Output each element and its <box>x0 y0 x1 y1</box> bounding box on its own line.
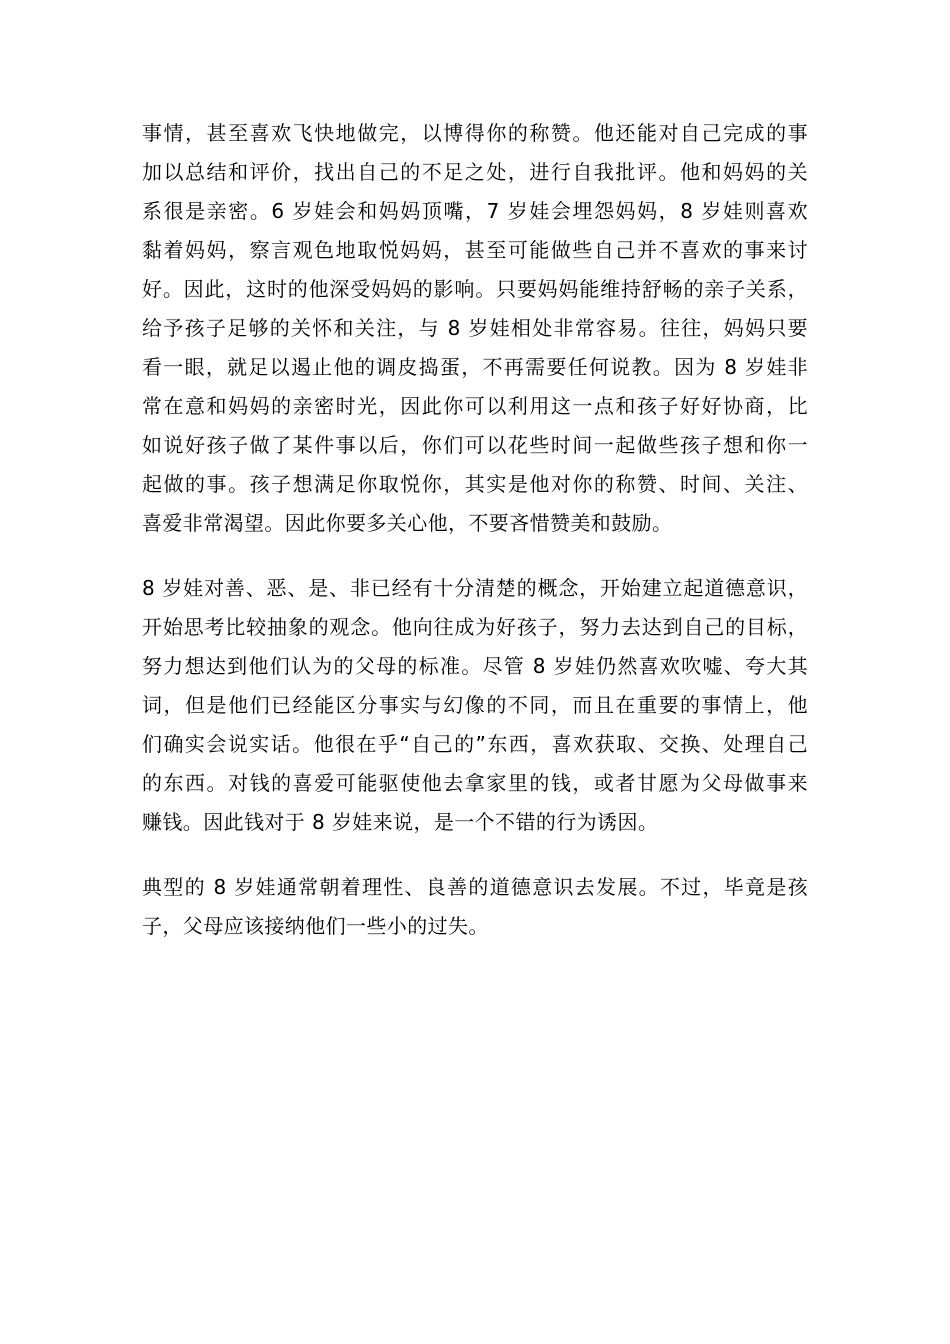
text-line: 事情，甚至喜欢飞快地做完，以博得你的称赞。他还能对自己完成的事 <box>142 121 808 145</box>
paragraph-3 <box>142 868 808 946</box>
text-line: 如说好孩子做了某件事以后，你们可以花些时间一起做些孩子想和你一 <box>142 433 808 457</box>
text-line: 加以总结和评价，找出自己的不足之处，进行自我批评。他和妈妈的关 <box>142 160 808 184</box>
document-body <box>142 114 808 972</box>
paragraph-2 <box>142 569 808 842</box>
text-line: 给予孩子足够的关怀和关注，与 8 岁娃相处非常容易。往往，妈妈只要 <box>142 316 808 340</box>
text-line: 开始思考比较抽象的观念。他向往成为好孩子，努力去达到自己的目标， <box>142 615 808 639</box>
text-line: 8 岁娃对善、恶、是、非已经有十分清楚的概念，开始建立起道德意识， <box>142 576 808 600</box>
text-line: 努力想达到他们认为的父母的标准。尽管 8 岁娃仍然喜欢吹嘘、夸大其 <box>142 654 808 678</box>
text-line: 系很是亲密。6 岁娃会和妈妈顶嘴，7 岁娃会埋怨妈妈，8 岁娃则喜欢 <box>142 199 808 223</box>
text-line: 常在意和妈妈的亲密时光，因此你可以利用这一点和孩子好好协商，比 <box>142 394 808 418</box>
text-line: 看一眼，就足以遏止他的调皮捣蛋，不再需要任何说教。因为 8 岁娃非 <box>142 355 808 379</box>
text-line: 黏着妈妈，察言观色地取悦妈妈，甚至可能做些自己并不喜欢的事来讨 <box>142 238 808 262</box>
paragraph-1 <box>142 114 808 543</box>
text-line: 典型的 8 岁娃通常朝着理性、良善的道德意识去发展。不过，毕竟是孩 <box>142 875 808 899</box>
text-line: 词，但是他们已经能区分事实与幻像的不同，而且在重要的事情上，他 <box>142 693 808 717</box>
text-line: 起做的事。孩子想满足你取悦你，其实是他对你的称赞、时间、关注、 <box>142 472 808 496</box>
text-line: 赚钱。因此钱对于 8 岁娃来说，是一个不错的行为诱因。 <box>142 810 659 834</box>
text-line: 喜爱非常渴望。因此你要多关心他，不要吝惜赞美和鼓励。 <box>142 511 673 535</box>
text-line: 的东西。对钱的喜爱可能驱使他去拿家里的钱，或者甘愿为父母做事来 <box>142 771 808 795</box>
text-line: 子，父母应该接纳他们一些小的过失。 <box>142 914 489 938</box>
text-line: 们确实会说实话。他很在乎“自己的”东西，喜欢获取、交换、处理自己 <box>142 732 808 756</box>
text-line: 好。因此，这时的他深受妈妈的影响。只要妈妈能维持舒畅的亲子关系， <box>142 277 808 301</box>
